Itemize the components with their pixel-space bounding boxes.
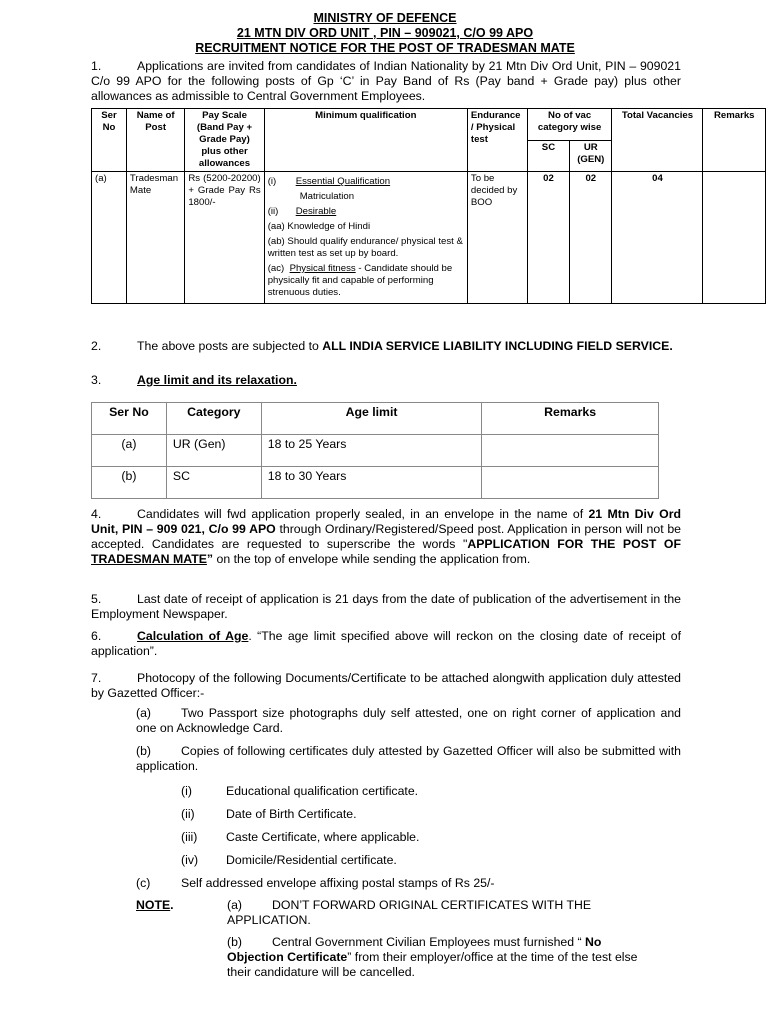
superscription-post: TRADESMAN MATE xyxy=(91,552,207,566)
paragraph-text: on the top of envelope while sending the application from. xyxy=(213,552,531,566)
note-heading-dot: . xyxy=(170,898,174,912)
qual-endurance: (ab) Should qualify endurance/ physical test & written test as set up by board. xyxy=(267,236,463,259)
header-total-vacancies: Total Vacancies xyxy=(612,109,703,172)
header-sc: SC xyxy=(527,140,569,172)
cell-category: SC xyxy=(166,467,261,499)
item-text: Copies of following certificates duly attested by Gazetted Officer will also be submitted with application. xyxy=(136,744,681,773)
qual-matriculation: Matriculation xyxy=(299,191,355,202)
qual-fitness-heading: Physical fitness xyxy=(289,263,356,274)
header-notice-title: RECRUITMENT NOTICE FOR THE POST OF TRADESMAN MATE xyxy=(195,41,575,55)
table-row xyxy=(92,435,659,467)
item-text: Educational qualification certificate. xyxy=(226,784,419,798)
header-age-limit: Age limit xyxy=(261,403,482,435)
list-item xyxy=(181,784,661,807)
cell-ur: 02 xyxy=(570,172,612,304)
cell-pay-scale: Rs (5200-20200) + Grade Pay Rs 1800/- xyxy=(185,172,264,304)
cell-ser: (a) xyxy=(92,435,167,467)
paragraph-number: 5. xyxy=(91,592,102,606)
cell-endurance: To be decided by BOO xyxy=(467,172,527,304)
age-limit-table xyxy=(91,402,659,499)
paragraph-text: through Ordinary/Registered/Speed post. Application in person will not be accepted. Candidates are requested to superscribe the words " xyxy=(91,522,681,551)
header-pay-scale: Pay Scale (Band Pay + Grade Pay) plus other allowances xyxy=(185,109,264,172)
age-limit-heading: Age limit and its relaxation. xyxy=(137,373,297,387)
header-qualification: Minimum qualification xyxy=(264,109,467,172)
vacancy-table xyxy=(91,108,766,304)
paragraph-5 xyxy=(91,592,681,622)
cell-remarks xyxy=(482,467,659,499)
item-label: (c) xyxy=(136,876,151,890)
qual-ac-label: (ac) xyxy=(267,263,285,274)
header-ser-no: Ser No xyxy=(92,403,167,435)
header-ur: UR (GEN) xyxy=(570,140,612,172)
paragraph-number: 3. xyxy=(91,373,102,387)
cell-ser: (a) xyxy=(92,172,127,304)
list-item xyxy=(181,853,661,876)
cell-total: 04 xyxy=(612,172,703,304)
cell-category: UR (Gen) xyxy=(166,435,261,467)
cell-remarks xyxy=(703,172,766,304)
header-ser-no: Ser No xyxy=(92,109,127,172)
qual-hindi: (aa) Knowledge of Hindi xyxy=(267,221,371,232)
qual-desirable: Desirable xyxy=(295,206,337,217)
note-heading: NOTE xyxy=(136,898,171,912)
item-label: (a) xyxy=(227,898,243,912)
qual-i-label: (i) xyxy=(267,176,277,187)
item-text: Self addressed envelope affixing postal stamps of Rs 25/- xyxy=(181,876,495,890)
paragraph-text: Candidates will fwd application properly sealed, in an envelope in the name of xyxy=(137,507,589,521)
list-item xyxy=(181,807,661,830)
header-vacancies-category: No of vac category wise xyxy=(527,109,612,141)
qual-essential: Essential Qualification xyxy=(295,176,391,187)
paragraph-text: Last date of receipt of application is 21 days from the date of publication of the advertisement in the Employment Newspaper. xyxy=(91,592,681,621)
table-row xyxy=(92,172,766,304)
age-calculation-heading: Calculation of Age xyxy=(137,629,249,643)
paragraph-number: 1. xyxy=(91,59,102,73)
cell-qualification xyxy=(264,172,467,304)
paragraph-text: The above posts are subjected to xyxy=(137,339,323,353)
item-label: (a) xyxy=(136,706,152,720)
item-text: Two Passport size photographs duly self attested, one on right corner of application and one on Acknowledge Card. xyxy=(136,706,681,735)
paragraph-text: Applications are invited from candidates of Indian Nationality by 21 Mtn Div Ord Unit, PIN – 909021 C/o 99 APO for the following posts of Gp ‘C’ in Pay Band of Rs (Pay band + Grade pay) plus other allowances as admissible to Central Government Employees. xyxy=(91,59,681,103)
item-text: Domicile/Residential certificate. xyxy=(226,853,397,867)
header-ministry: MINISTRY OF DEFENCE xyxy=(313,11,457,25)
paragraph-text: . “The age limit specified above will reckon on the closing date of receipt of application”. xyxy=(91,629,681,658)
list-item xyxy=(181,830,661,853)
superscription-quote: ” xyxy=(206,552,214,566)
item-label: (i) xyxy=(181,784,192,798)
qual-fitness xyxy=(268,263,464,299)
paragraph-3 xyxy=(91,373,681,388)
documents-item-c xyxy=(136,876,681,891)
paragraph-number: 2. xyxy=(91,339,102,353)
item-label: (b) xyxy=(227,935,243,949)
table-row xyxy=(92,467,659,499)
cell-ser: (b) xyxy=(92,467,167,499)
qual-fitness-text: - Candidate should be physically fit and capable of performing strenuous duties. xyxy=(267,263,453,298)
paragraph-7 xyxy=(91,671,681,701)
paragraph-4 xyxy=(91,507,681,567)
superscription: APPLICATION FOR THE POST OF xyxy=(467,537,681,551)
header-post-name: Name of Post xyxy=(126,109,184,172)
note-item-a xyxy=(227,898,647,928)
cell-post-name: Tradesman Mate xyxy=(126,172,184,304)
paragraph-1 xyxy=(91,59,681,104)
item-label: (iv) xyxy=(181,853,199,867)
paragraph-2 xyxy=(91,339,681,354)
item-label: (b) xyxy=(136,744,152,758)
paragraph-6 xyxy=(91,629,681,659)
cell-age-limit: 18 to 30 Years xyxy=(261,467,482,499)
header-unit: 21 MTN DIV ORD UNIT , PIN – 909021, C/O 99 APO xyxy=(236,26,534,40)
item-text: ” from their employer/office at the time of the test else their candidature will be cancelled. xyxy=(227,950,638,979)
cell-remarks xyxy=(482,435,659,467)
header-category: Category xyxy=(166,403,261,435)
item-text: Caste Certificate, where applicable. xyxy=(226,830,420,844)
header-endurance: Endurance / Physical test xyxy=(467,109,527,172)
header-remarks: Remarks xyxy=(703,109,766,172)
note-label xyxy=(136,898,236,913)
item-text: Central Government Civilian Employees must furnished “ xyxy=(272,935,586,949)
paragraph-text: Photocopy of the following Documents/Certificate to be attached alongwith application duly attested by Gazetted Officer:- xyxy=(91,671,681,700)
documents-item-b xyxy=(136,744,681,774)
paragraph-number: 6. xyxy=(91,629,102,643)
unit-address: 21 Mtn Div Ord Unit, PIN – 909 021, C/o 99 APO xyxy=(91,507,681,536)
item-label: (ii) xyxy=(181,807,195,821)
header-remarks: Remarks xyxy=(482,403,659,435)
item-text: Date of Birth Certificate. xyxy=(226,807,357,821)
note-item-b xyxy=(227,935,647,980)
certificate-list xyxy=(181,784,661,876)
noc-text: No Objection Certificate xyxy=(227,935,602,964)
cell-sc: 02 xyxy=(527,172,569,304)
paragraph-number: 7. xyxy=(91,671,102,685)
documents-item-a xyxy=(136,706,681,736)
cell-age-limit: 18 to 25 Years xyxy=(261,435,482,467)
paragraph-number: 4. xyxy=(91,507,102,521)
qual-ii-label: (ii) xyxy=(267,206,279,217)
item-text: DON’T FORWARD ORIGINAL CERTIFICATES WITH THE APPLICATION. xyxy=(227,898,592,927)
item-label: (iii) xyxy=(181,830,198,844)
service-liability: ALL INDIA SERVICE LIABILITY INCLUDING FIELD SERVICE. xyxy=(322,339,673,353)
